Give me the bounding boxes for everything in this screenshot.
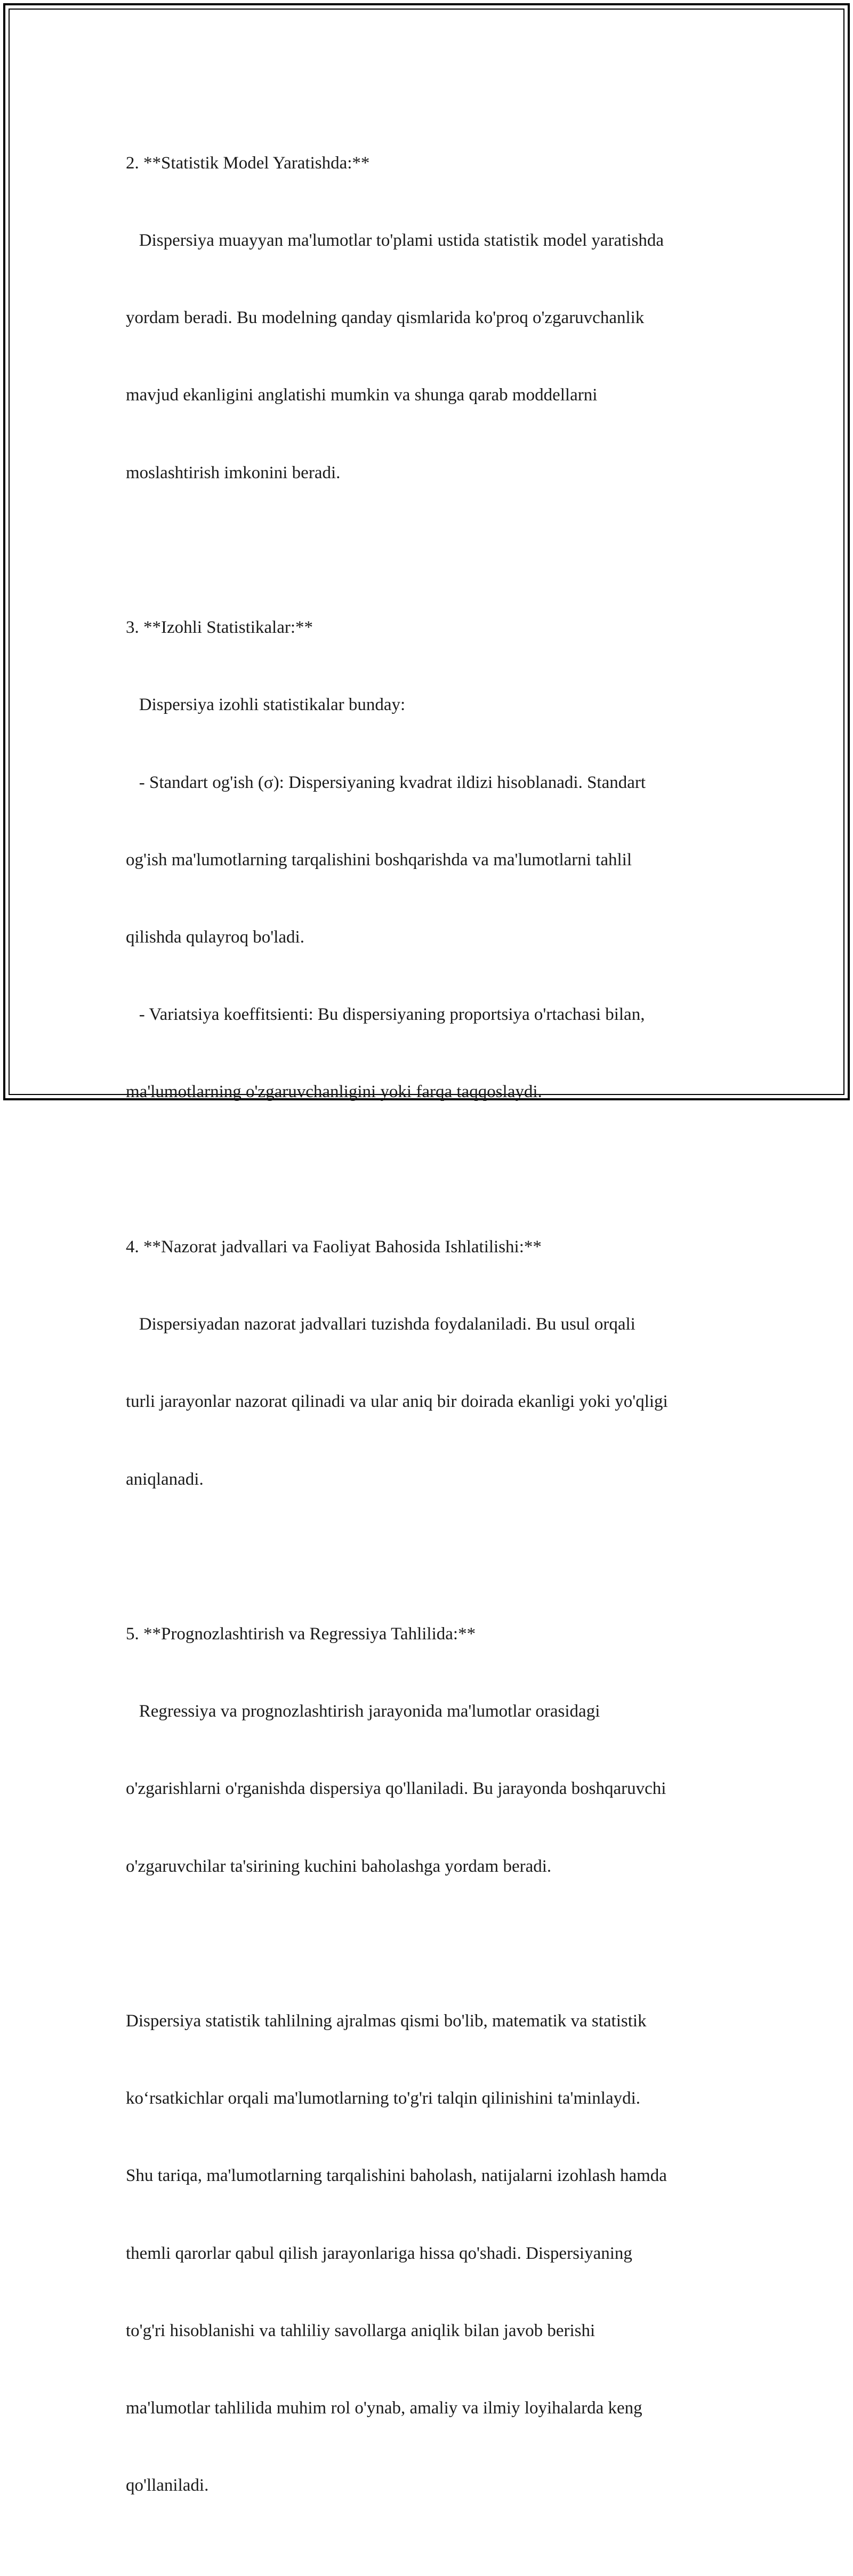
body-line: koʻrsatkichlar orqali ma'lumotlarning to'g'ri talqin qilinishini ta'minlaydi. bbox=[126, 2089, 641, 2108]
section-nazorat-jadvallari bbox=[126, 1182, 734, 1544]
section-heading: 3. **Izohli Statistikalar:** bbox=[126, 618, 313, 638]
body-line: aniqlanadi. bbox=[126, 1469, 204, 1489]
section-heading: 2. **Statistik Model Yaratishda:** bbox=[126, 153, 370, 173]
body-line: qo'llaniladi. bbox=[126, 2476, 209, 2495]
body-line: themli qarorlar qabul qilish jarayonlariga hissa qo'shadi. Dispersiyaning bbox=[126, 2243, 632, 2263]
list-item-line: - Standart og'ish (σ): Dispersiyaning kvadrat ildizi hisoblanadi. Standart bbox=[126, 772, 646, 792]
body-line: Dispersiya muayyan ma'lumotlar to'plami ustida statistik model yaratishda bbox=[126, 231, 664, 251]
conclusion-paragraph bbox=[126, 1957, 734, 2550]
section-statistik-model bbox=[126, 99, 734, 537]
body-line: turli jarayonlar nazorat qilinadi va ular aniq bir doirada ekanligi yoki yo'qligi bbox=[126, 1392, 668, 1412]
body-line: moslashtirish imkonini beradi. bbox=[126, 463, 341, 482]
body-line: og'ish ma'lumotlarning tarqalishini boshqarishda va ma'lumotlarni tahlil bbox=[126, 850, 632, 870]
section-prognozlashtirish bbox=[126, 1569, 734, 1931]
body-line: Dispersiyadan nazorat jadvallari tuzishda foydalaniladi. Bu usul orqali bbox=[126, 1315, 635, 1334]
body-line: qilishda qulayroq bo'ladi. bbox=[126, 927, 304, 947]
body-line: o'zgaruvchilar ta'sirining kuchini baholashga yordam beradi. bbox=[126, 1856, 552, 1876]
body-line: Shu tariqa, ma'lumotlarning tarqalishini baholash, natijalarni izohlash hamda bbox=[126, 2166, 667, 2186]
body-line: mavjud ekanligini anglatishi mumkin va shunga qarab moddellarni bbox=[126, 385, 598, 405]
body-line: ma'lumotlarning o'zgaruvchanligini yoki farqa taqqoslaydi. bbox=[126, 1082, 542, 1102]
body-line: ma'lumotlar tahlilida muhim rol o'ynab, amaliy va ilmiy loyihalarda keng bbox=[126, 2398, 642, 2418]
body-line: Dispersiya izohli statistikalar bunday: bbox=[126, 695, 406, 715]
document-body bbox=[126, 99, 734, 2576]
body-line: Regressiya va prognozlashtirish jarayonida ma'lumotlar orasidagi bbox=[126, 1702, 600, 1721]
body-line: to'g'ri hisoblanishi va tahliliy savollarga aniqlik bilan javob berishi bbox=[126, 2321, 596, 2340]
body-line: o'zgarishlarni o'rganishda dispersiya qo'llaniladi. Bu jarayonda boshqaruvchi bbox=[126, 1779, 666, 1799]
list-item-line: - Variatsiya koeffitsienti: Bu dispersiyaning proportsiya o'rtachasi bilan, bbox=[126, 1005, 645, 1025]
body-line: yordam beradi. Bu modelning qanday qismlarida ko'proq o'zgaruvchanlik bbox=[126, 308, 645, 328]
section-heading: 5. **Prognozlashtirish va Regressiya Tahlilida:** bbox=[126, 1624, 476, 1644]
body-line: Dispersiya statistik tahlilning ajralmas qismi bo'lib, matematik va statistik bbox=[126, 2011, 647, 2031]
section-heading: 4. **Nazorat jadvallari va Faoliyat Bahosida Ishlatilishi:** bbox=[126, 1237, 542, 1257]
section-izohli-statistikalar bbox=[126, 563, 734, 1156]
